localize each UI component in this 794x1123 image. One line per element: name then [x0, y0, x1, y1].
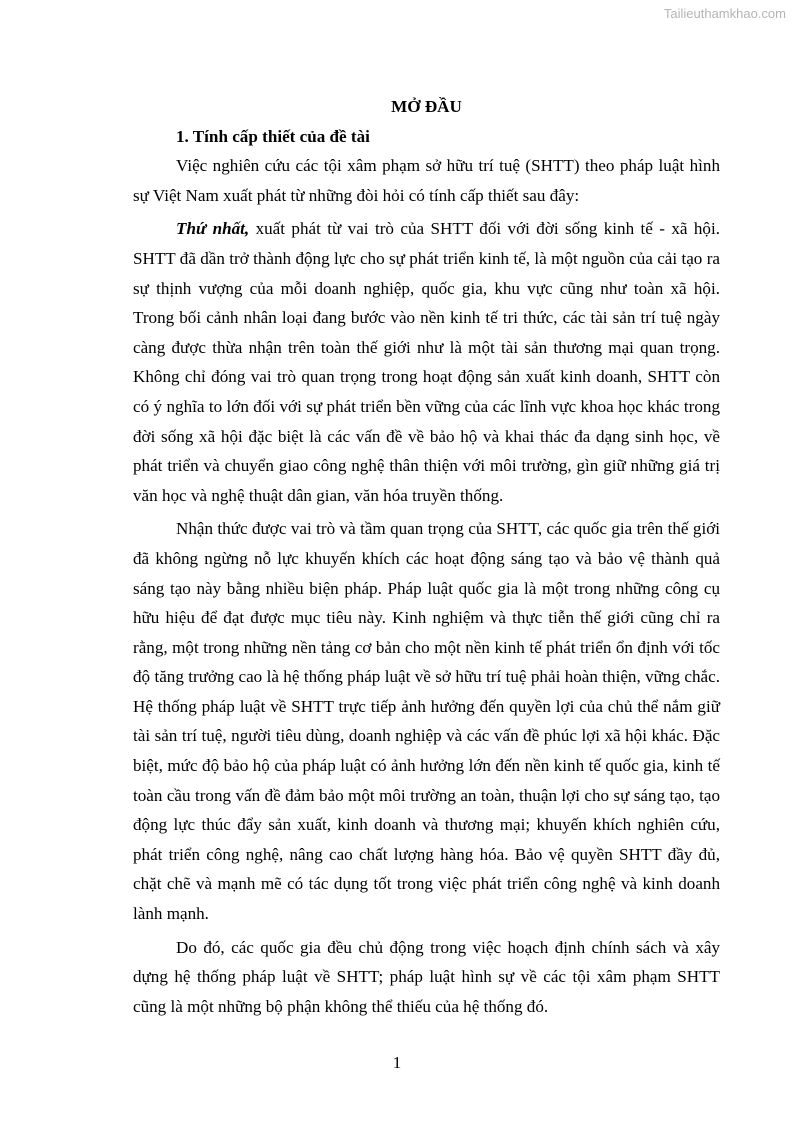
page-title: MỞ ĐẦU — [391, 97, 462, 116]
page-number: 1 — [392, 1053, 402, 1072]
paragraph-first-reason-text: xuất phát từ vai trò của SHTT đối với đời sống kinh tế - xã hội. SHTT đã dần trở thành động lực cho sự phát triển kinh tế, là một nguồn của cải tạo ra sự thịnh vượng của mỗi doanh nghiệp, quốc gia, khu vực cũng như toàn xã hội. Trong bối cảnh nhân loại đang bước vào nền kinh tế tri thức, các tài sản trí tuệ ngày càng được thừa nhận trên toàn thế giới như là một tài sản thương mại quan trọng. Không chỉ đóng vai trò quan trọng trong hoạt động sản xuất kinh doanh, SHTT còn có ý nghĩa to lớn đối với sự phát triển bền vững của các lĩnh vực khoa học khác trong đời sống xã hội đặc biệt là các vấn đề về bảo hộ và khai thác đa dạng sinh học, về phát triển và chuyển giao công nghệ thân thiện với môi trường, gìn giữ những giá trị văn học và nghệ thuật dân gian, văn hóa truyền thống. — [133, 219, 721, 505]
paragraph-awareness: Nhận thức được vai trò và tầm quan trọng của SHTT, các quốc gia trên thế giới đã không ngừng nỗ lực khuyến khích các hoạt động sáng tạo và bảo vệ thành quả sáng tạo này bằng nhiều biện pháp. Pháp luật quốc gia là một trong những công cụ hữu hiệu để đạt được mục tiêu này. Kinh nghiệm và thực tiễn thế giới cũng chỉ ra rằng, một trong những nền tảng cơ bản cho một nền kinh tế phát triển ổn định với tốc độ tăng trưởng cao là hệ thống pháp luật về sở hữu trí tuệ phải hoàn thiện, vững chắc. Hệ thống pháp luật về SHTT trực tiếp ảnh hưởng đến quyền lợi của chủ thể nắm giữ tài sản trí tuệ, người tiêu dùng, doanh nghiệp và các vấn đề phúc lợi xã hội khác. Đặc biệt, mức độ bảo hộ của pháp luật có ảnh hưởng lớn đến nền kinh tế quốc gia, kinh tế toàn cầu trong vấn đề đảm bảo một môi trường an toàn, thuận lợi cho sự sáng tạo, tạo động lực thúc đẩy sản xuất, kinh doanh và thương mại; khuyến khích nghiên cứu, phát triển công nghệ, nâng cao chất lượng hàng hóa. Bảo vệ quyền SHTT đầy đủ, chặt chẽ và mạnh mẽ có tác dụng tốt trong việc phát triển công nghệ và kinh doanh lành mạnh. — [133, 519, 720, 924]
paragraph-conclusion: Do đó, các quốc gia đều chủ động trong việc hoạch định chính sách và xây dựng hệ thống pháp luật về SHTT; pháp luật hình sự về các tội xâm phạm SHTT cũng là một những bộ phận không thể thiếu của hệ thống đó. — [133, 937, 720, 1016]
paragraph-first-reason — [133, 214, 720, 510]
watermark: Tailieuthamkhao.com — [663, 6, 786, 21]
section-heading: 1. Tính cấp thiết của đề tài — [176, 126, 370, 146]
paragraph-intro: Việc nghiên cứu các tội xâm phạm sở hữu trí tuệ (SHTT) theo pháp luật hình sự Việt Nam xuất phát từ những đòi hỏi có tính cấp thiết sau đây: — [133, 156, 720, 205]
paragraph-lead: Thứ nhất, — [176, 219, 250, 239]
document-body — [133, 92, 720, 1021]
